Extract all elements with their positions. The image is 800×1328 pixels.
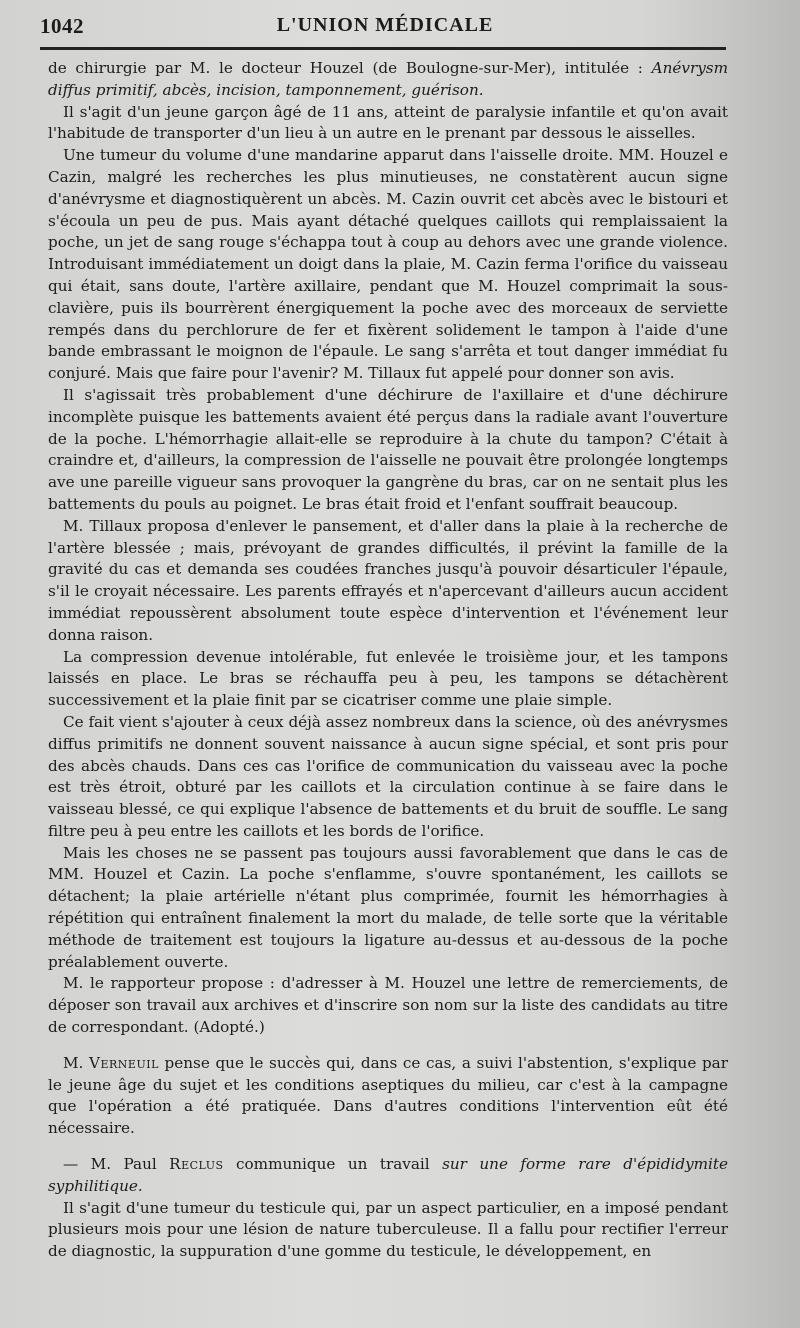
paragraph: M. le rapporteur propose : d'adresser à M. Houzel une lettre de remerciements, de déposer son travail aux archives et d'inscrire son nom sur la liste des candidats au titre de correspondant. (Adopté.) — [48, 974, 728, 1037]
header-rule — [40, 47, 726, 50]
paragraph — [48, 1053, 728, 1140]
journal-title: L'UNION MÉDICALE — [276, 14, 494, 36]
paragraph: Une tumeur du volume d'une mandarine apparut dans l'aisselle droite. MM. Houzel e Cazin, malgré les recherches les plus minutieuses, ne constatèrent aucun signe d'anévrysme et diagnostiquèrent un abcès. M. Cazin ouvrit cet abcès avec le bistouri et s'écoula un peu de pus. Mais ayant détaché quelques caillots qui remplaissaient la poche, un jet de sang rouge s'échappa tout à coup au dehors avec une grande violence. Introduisant immédiatement un doigt dans la plaie, M. Cazin ferma l'orifice du vaisseau qui était, sans doute, l'artère axillaire, pendant que M. Houzel comprimait la sous-clavière, puis ils bourrèrent énergiquement la poche avec des morceaux de serviette rempés dans du perchlorure de fer et fixèrent solidement le tampon à l'aide d'une bande embrassant le moignon de l'épaule. Le sang s'arrêta et tout danger immédiat fu conjuré. Mais que faire pour l'avenir? M. Tillaux fut appelé pour donner son avis. — [48, 146, 728, 383]
paragraph-text: pense que le succès qui, dans ce cas, a suivi l'abstention, s'explique par le jeune âge du sujet et les conditions aseptiques du milieu, car c'est à la campagne que l'opération a été pratiquée. Dans d'autres conditions l'intervention eût été nécessaire. — [48, 1053, 728, 1138]
paragraph: Mais les choses ne se passent pas toujours aussi favorablement que dans le cas de MM. Houzel et Cazin. La poche s'enflamme, s'ouvre spontanément, les caillots se détachent; la plaie artérielle n'étant plus comprimée, fournit les hémorrhagies à répétition qui entraînent finalement la mort du malade, de telle sorte que la véritable méthode de traitement est toujours la ligature au-dessus et au-dessous de la poche préalablement ouverte. — [48, 843, 728, 971]
paragraph-text: de chirurgie par M. le docteur Houzel (de Boulogne-sur-Mer), intitulée : — [48, 59, 652, 77]
paragraph: Il s'agissait très probablement d'une déchirure de l'axillaire et d'une déchirure incomplète puisque les battements avaient été perçus dans la radiale avant l'ouverture de la poche. L'hémorrhagie allait-elle se reproduire à la chute du tampon? C'était à craindre et, d'ailleurs, la compression de l'aisselle ne pouvait être prolongée longtemps ave une pareille vigueur sans provoquer la gangrène du bras, car on ne sentait plus les battements du pouls au poignet. Le bras était froid et l'enfant souffrait beaucoup. — [48, 385, 728, 513]
paragraph: Ce fait vient s'ajouter à ceux déjà assez nombreux dans la science, où des anévrysmes diffus primitifs ne donnent souvent naissance à aucun signe spécial, et sont pris pour des abcès chauds. Dans ces cas l'orifice de communication du vaisseau avec la poche est très étroit, obturé par les caillots et la circulation continue à se faire dans le vaisseau blessé, ce qui explique l'absence de battements et du bruit de souffle. Le sang filtre peu à peu entre les caillots et les bords de l'orifice. — [48, 712, 728, 840]
paragraph-text: M. — [63, 1053, 90, 1072]
page-number: 1042 — [40, 14, 84, 38]
article-body — [48, 58, 728, 1263]
paragraph-title-italic: Anévrysm diffus primitif, abcès, incision, tamponnement, guérison. — [48, 59, 728, 99]
paragraph-text: — M. Paul — [63, 1155, 170, 1174]
paragraph-title-italic: sur une forme rare d'épididymite syphilitique. — [48, 1155, 728, 1195]
paragraph: Il s'agit d'une tumeur du testicule qui, par un aspect particulier, en a imposé pendant plusieurs mois pour une lésion de nature tuberculeuse. Il a fallu pour rectifier l'erreur de diagnostic, la suppuration d'une gomme du testicule, le développement, en — [48, 1198, 728, 1261]
paragraph: La compression devenue intolérable, fut enlevée le troisième jour, et les tampons laissés en place. Le bras se réchauffa peu à peu, les tampons se détachèrent successivement et la plaie finit par se cicatriser comme une plaie simple. — [48, 647, 728, 710]
paragraph: M. Tillaux proposa d'enlever le pansement, et d'aller dans la plaie à la recherche de l'artère blessée ; mais, prévoyant de grandes difficultés, il prévint la famille de la gravité du cas et demanda ses coudées franches jusqu'à pouvoir désarticuler l'épaule, s'il le croyait nécessaire. Les parents effrayés et n'apercevant d'ailleurs aucun accident immédiat repoussèrent absolument toute espèce d'intervention et l'événement leur donna raison. — [48, 516, 728, 644]
paragraph-text: communique un travail — [223, 1155, 443, 1174]
speaker-name: Reclus — [169, 1155, 224, 1174]
page-header — [40, 12, 730, 42]
speaker-name: Verneuil — [89, 1053, 159, 1072]
paragraph: Il s'agit d'un jeune garçon âgé de 11 ans, atteint de paralysie infantile et qu'on avait l'habitude de transporter d'un lieu à un autre en le prenant par dessous le aisselles. — [48, 102, 728, 143]
paragraph — [48, 1154, 728, 1198]
paragraph — [48, 58, 728, 102]
